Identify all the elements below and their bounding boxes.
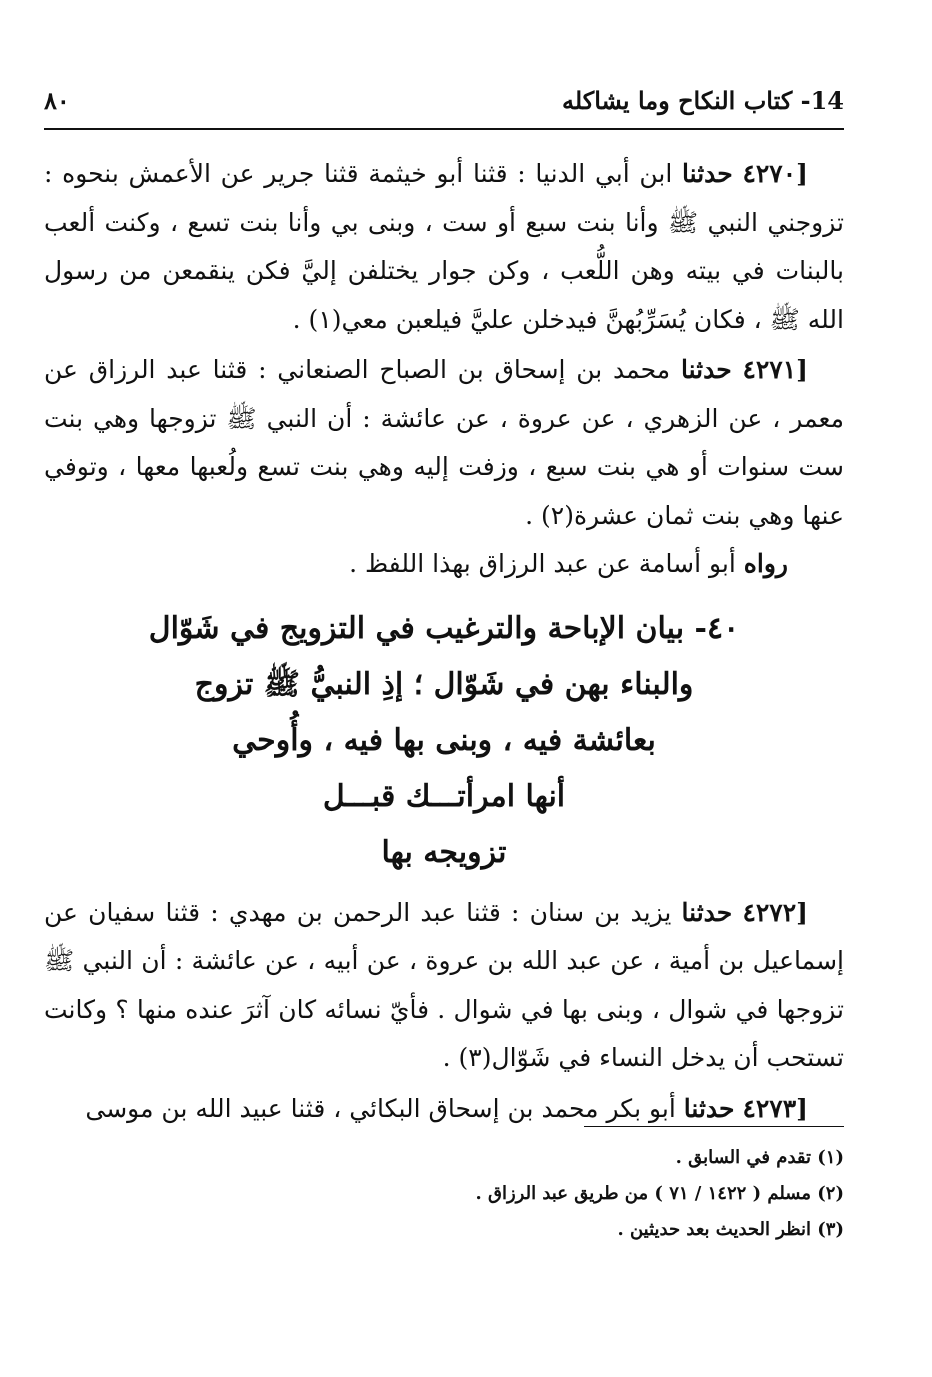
page-header: [44, 78, 844, 122]
hadith-text: أبو بكر محمد بن إسحاق البكائي ، قثنا عبيد الله بن موسى: [85, 1093, 676, 1123]
chapter-heading-line: أنها امرأتـــك قبـــل: [322, 778, 566, 814]
hadith-text: يزيد بن سنان : قثنا عبد الرحمن بن مهدي : قثنا سفيان عن إسماعيل بن أمية ، عن عبد الله بن عروة ، عن أبيه ، عن عائشة : أن النبي ﷺ تزوجها في شوال ، وبنى بها في شوال . فأيّ نسائه كان آثرَ عنده منها ؟ وكانت تستحب أن يدخل النساء في شَوّال(٣) .: [44, 897, 844, 1072]
header-rule: [44, 128, 844, 130]
chapter-heading: [44, 601, 844, 881]
hadith-4271: [44, 346, 844, 540]
hadith-lead: حدثنا: [683, 1093, 735, 1123]
footnote-2: (٢) مسلم ( ١٤٢٢ / ٧١ ) من طريق عبد الرزاق .: [475, 1183, 844, 1204]
hadith-number: [٤٢٧٠: [742, 159, 808, 188]
riwaya-lead: رواه: [743, 549, 788, 578]
chapter-heading-line: بعائشة فيه ، وبنى بها فيه ، وأُوحي: [232, 722, 656, 758]
footnote-3: (٣) انظر الحديث بعد حديثين .: [617, 1219, 844, 1240]
hadith-number: [٤٢٧٣: [742, 1093, 808, 1123]
chapter-heading-line: ٤٠- بيان الإباحة والترغيب في التزويج في شَوّال: [148, 610, 740, 646]
chapter-heading-line: تزويجه بها: [381, 834, 507, 870]
footnote-rule: [584, 1126, 844, 1127]
page-number: ٨٠: [44, 85, 70, 115]
hadith-4272: [44, 889, 844, 1083]
footnotes: [44, 1140, 844, 1248]
running-title: 14- كتاب النكاح وما يشاكله: [561, 85, 844, 115]
hadith-number: [٤٢٧٢: [742, 897, 809, 927]
hadith-lead: حدثنا: [682, 159, 733, 188]
hadith-text: محمد بن إسحاق بن الصباح الصنعاني : قثنا عبد الرزاق عن معمر ، عن الزهري ، عن عروة ، عن عائشة : أن النبي ﷺ تزوجها وهي بنت ست سنوات أو هي بنت سبع ، وزفت إليه وهي بنت تسع ولُعبها معها ، وتوفي عنها وهي بنت ثمان عشرة(٢) .: [44, 355, 844, 530]
riwaya-text: أبو أسامة عن عبد الرزاق بهذا اللفظ .: [349, 549, 736, 578]
hadith-number: [٤٢٧١: [742, 355, 809, 384]
chapter-heading-line: والبناء بهن في شَوّال ؛ إذِ النبيُّ ﷺ تزوج: [194, 666, 694, 702]
page-body: [44, 150, 844, 1133]
hadith-lead: حدثنا: [681, 897, 733, 927]
riwaya-note: [44, 540, 844, 589]
footnote-1: (١) تقدم في السابق .: [675, 1147, 844, 1168]
hadith-lead: حدثنا: [680, 355, 732, 384]
hadith-text: ابن أبي الدنيا : قثنا أبو خيثمة قثنا جرير عن الأعمش بنحوه : تزوجني النبي ﷺ وأنا بنت سبع أو ست ، وبنى بي وأنا بنت تسع ، وكنت ألعب بالبنات في بيته وهن اللُّعب ، وكن جوار يختلفن إليَّ فكن ينقمعن من رسول الله ﷺ ، فكان يُسَرِّبُهنَّ فيدخلن عليَّ فيلعبن معي(١) .: [44, 159, 844, 334]
hadith-4270: [44, 150, 844, 344]
